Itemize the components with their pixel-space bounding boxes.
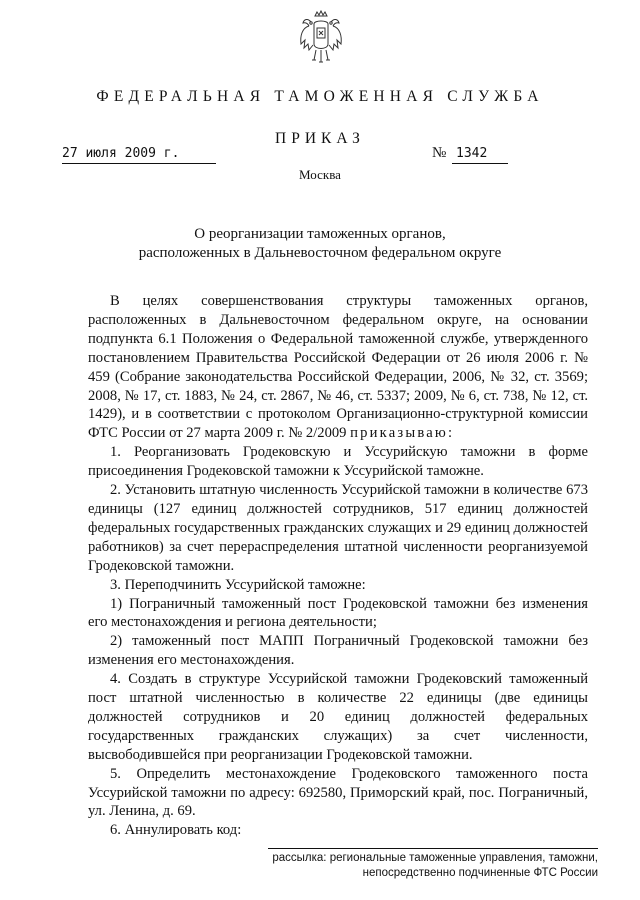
distribution-line-1: рассылка: региональные таможенные управления, таможни,: [272, 852, 598, 864]
preamble-paragraph: [88, 292, 588, 443]
document-title: [0, 225, 640, 263]
number-underline: [452, 163, 508, 164]
double-headed-eagle-emblem-icon: [298, 10, 344, 68]
order-number-sign: №: [432, 145, 447, 161]
distribution-list: [268, 851, 598, 881]
date-underline: [62, 163, 216, 164]
title-line-2: расположенных в Дальневосточном федеральном округе: [138, 245, 502, 261]
clause-3: 3. Переподчинить Уссурийской таможне:: [110, 576, 366, 593]
order-number: 1342: [456, 146, 488, 161]
clause-5: 5. Определить местонахождение Гродековского таможенного поста Уссурийской таможни по адресу: 692580, Приморский край, пос. Пограничный, ул. Ленина, д. 69.: [88, 765, 588, 820]
clause-3-item-2: 2) таможенный пост МАПП Пограничный Гродековской таможни без изменения его местонахождения.: [88, 633, 588, 669]
document-body: [88, 292, 588, 840]
clause-1: 1. Реорганизовать Гродековскую и Уссурийскую таможни в форме присоединения Гродековской таможни к Уссурийской таможне.: [88, 444, 588, 480]
document-type: ПРИКАЗ: [275, 130, 365, 147]
clause-6: 6. Аннулировать код:: [110, 822, 242, 839]
clause-4: 4. Создать в структуре Уссурийской таможни Гродековский таможенный пост штатной численностью в количестве 22 единицы (две единицы должностей сотрудников и 20 единиц должностей федеральных государственных гражданских служащих) за счет численности, высвободившейся при реорганизации Гродековской таможни.: [88, 671, 588, 763]
agency-name: ФЕДЕРАЛЬНАЯ ТАМОЖЕННАЯ СЛУЖБА: [96, 88, 544, 105]
order-date: 27 июля 2009 г.: [62, 146, 180, 161]
clause-2: 2. Установить штатную численность Уссурийской таможни в количестве 673 единицы (127 единиц должностей сотрудников, 517 единиц должностей федеральных государственных гражданских служащих и 29 единиц должностей работников) за счет перераспределения штатной численности реорганизуемой Гродековской таможни.: [88, 482, 588, 574]
preamble-text: В целях совершенствования структуры таможенных органов, расположенных в Дальневосточном федеральном округе, на основании подпункта 6.1 Положения о Федеральной таможенной службе, утвержденного постановлением Правительства Российской Федерации от 26 июля 2006 г. № 459 (Собрание законодательства Российской Федерации, 2006, № 32, ст. 3569; 2008, № 17, ст. 1883, № 24, ст. 2867, № 46, ст. 5337; 2009, № 6, ст. 738, № 12, ст. 1429), и в соответствии с протоколом Организационно-структурной комиссии ФТС России от 27 марта 2009 г. № 2/2009: [88, 293, 588, 442]
clause-3-item-1: 1) Пограничный таможенный пост Гродековской таможни без изменения его местонахождения и региона деятельности;: [88, 595, 588, 631]
distribution-divider: [268, 848, 598, 849]
title-line-1: О реорганизации таможенных органов,: [194, 226, 446, 242]
distribution-line-2: непосредственно подчиненные ФТС России: [362, 867, 598, 879]
order-keyword: приказываю:: [350, 425, 455, 442]
issue-city: Москва: [299, 167, 341, 182]
